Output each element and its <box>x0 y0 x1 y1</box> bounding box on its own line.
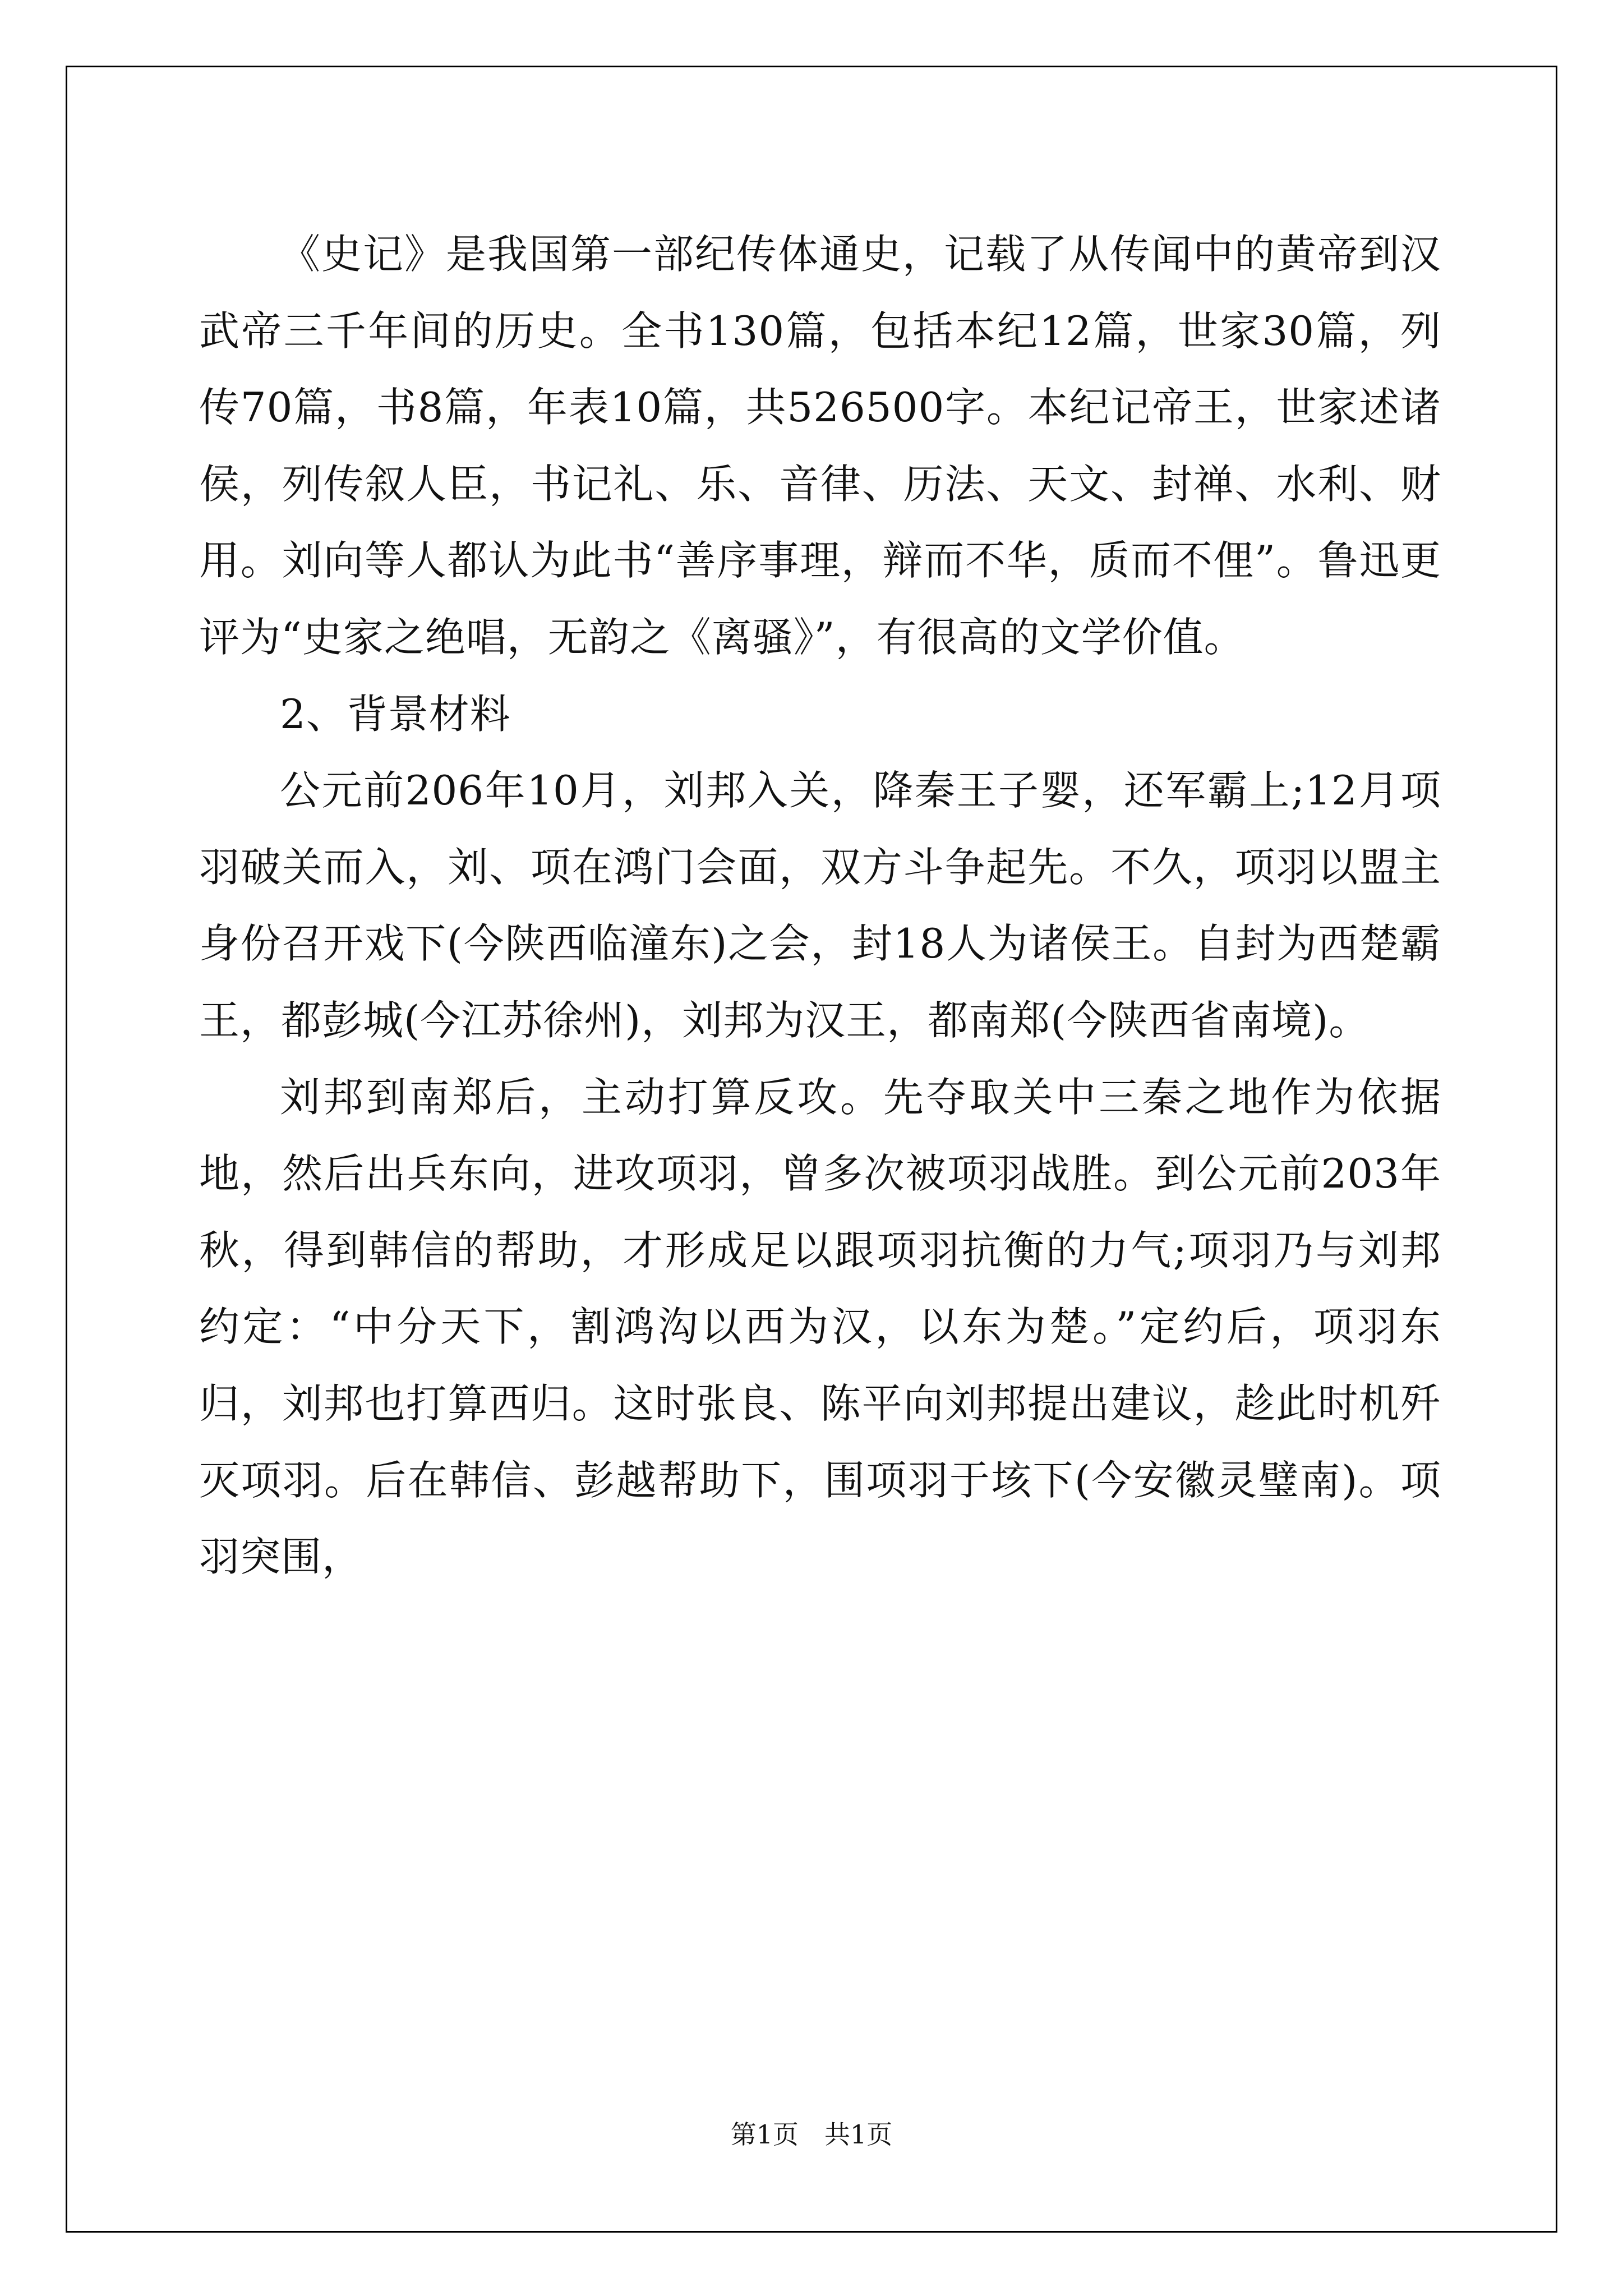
paragraph-background-events: 公元前206年10月，刘邦入关，降秦王子婴，还军霸上;12月项羽破关而入，刘、项在鸿门会面，双方斗争起先。不久，项羽以盟主身份召开戏下(今陕西临潼东)之会，封18人为诸侯王。自封为西楚霸王，都彭城(今江苏徐州)，刘邦为汉王，都南郑(今陕西省南境)。 <box>199 767 1441 1044</box>
paragraph-shiji-intro: 《史记》是我国第一部纪传体通史，记载了从传闻中的黄帝到汉武帝三千年间的历史。全书130篇，包括本纪12篇，世家30篇，列传70篇，书8篇，年表10篇，共526500字。本纪记帝王，世家述诸侯，列传叙人臣，书记礼、乐、音律、历法、天文、封禅、水利、财用。刘向等人都认为此书“善序事理，辩而不华，质而不俚”。鲁迅更评为“史家之绝唱，无韵之《离骚》”，有很高的文学价值。 <box>199 231 1441 661</box>
section-heading-background: 2、背景材料 <box>280 690 511 738</box>
document-body <box>199 216 1441 1595</box>
paragraph-liu-bang-counterattack: 刘邦到南郑后，主动打算反攻。先夺取关中三秦之地作为依据地，然后出兵东向，进攻项羽，曾多次被项羽战胜。到公元前203年秋，得到韩信的帮助，才形成足以跟项羽抗衡的力气;项羽乃与刘邦约定：“中分天下，割鸿沟以西为汉，以东为楚。”定约后，项羽东归，刘邦也打算西归。这时张良、陈平向刘邦提出建议，趁此时机歼灭项羽。后在韩信、彭越帮助下，围项羽于垓下(今安徽灵璧南)。项羽突围， <box>199 1073 1441 1581</box>
page-number-footer: 第1页 共1页 <box>730 2119 893 2150</box>
